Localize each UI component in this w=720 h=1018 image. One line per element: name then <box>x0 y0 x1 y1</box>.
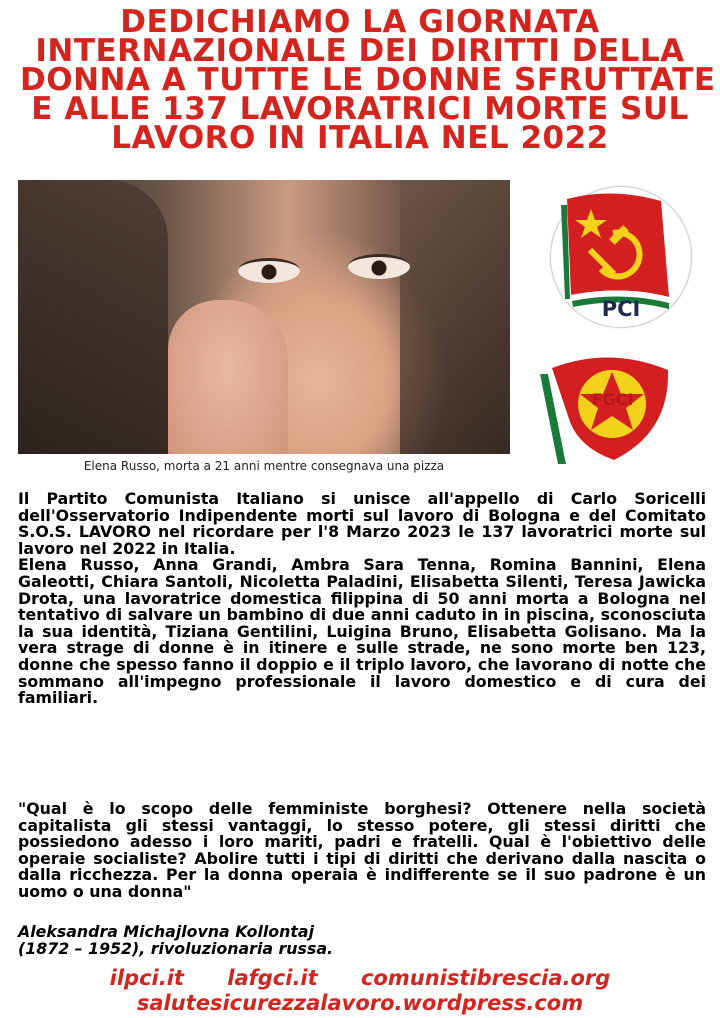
headline-line-3: DONNA A TUTTE LE DONNE SFRUTTATE <box>20 62 716 98</box>
photo-hand <box>168 300 288 454</box>
photo-hair-left <box>18 180 168 454</box>
headline <box>20 4 716 156</box>
pci-logo <box>550 186 692 328</box>
photo-eye-left <box>238 258 300 283</box>
article-paragraph-2: Elena Russo, Anna Grandi, Ambra Sara Tenna, Romina Bannini, Elena Galeotti, Chiara Santoli, Nicoletta Paladini, Elisabetta Silenti, Teresa Jawicka Drota, una lavoratrice domestica filippina di 50 anni morta a Bologna nel tentativo di salvare un bambino di due anni caduto in in piscina, sconosciuta la sua identità, Tiziana Gentilini, Luigina Bruno, Elisabetta Golisano. Ma la vera strage di donne è in itinere e sulle strade, ne sono morte ben 123, donne che spesso fanno il doppio e il triplo lavoro, che lavorano di notte che sommano all'impegno professionale il lavoro domestico e di cura dei familiari. <box>18 555 706 708</box>
quote-author-info: (1872 – 1952), rivoluzionaria russa. <box>18 938 334 958</box>
link-salutesicurezzalavoro[interactable]: salutesicurezzalavoro.wordpress.com <box>136 991 584 1015</box>
headline-line-5: LAVORO IN ITALIA NEL 2022 <box>111 120 609 156</box>
quote-text: "Qual è lo scopo delle femministe borghesi? Ottenere nella società capitalista gli stessi vantaggi, lo stesso potere, gli stessi diritti che possiedono adesso i loro mariti, padri e fratelli. Qual è l'obiettivo delle operaie socialiste? Abolire tutti i tipi di diritti che derivano dalla nascita o dalla ricchezza. Per la donna operaia è indifferente se il suo padrone è un uomo o una donna" <box>18 799 706 901</box>
victim-photo <box>18 180 510 454</box>
headline-line-1: DEDICHIAMO LA GIORNATA <box>120 4 600 40</box>
photo-caption: Elena Russo, morta a 21 anni mentre consegnava una pizza <box>83 459 445 473</box>
kollontaj-quote <box>18 801 706 901</box>
pci-logo-label: PCI <box>601 297 641 321</box>
fgci-logo <box>540 352 680 464</box>
fgci-logo-label: FGCI <box>591 390 634 409</box>
photo-hair-right <box>400 180 510 454</box>
website-links <box>0 966 720 1016</box>
link-lafgci[interactable]: lafgci.it <box>227 966 318 990</box>
quote-attribution <box>18 924 706 957</box>
article-paragraph-1: Il Partito Comunista Italiano si unisce all'appello di Carlo Soricelli dell'Osservatorio Indipendente morti sul lavoro di Bologna e del Comitato S.O.S. LAVORO nel ricordare per l'8 Marzo 2023 le 137 lavoratrici morte sul lavoro nel 2022 in Italia. <box>18 489 706 558</box>
article-body <box>18 491 706 707</box>
photo-eye-right <box>348 254 410 279</box>
quote-author: Aleksandra Michajlovna Kollontaj <box>18 922 314 941</box>
headline-line-2: INTERNAZIONALE DEI DIRITTI DELLA <box>35 33 685 69</box>
headline-line-4: E ALLE 137 LAVORATRICI MORTE SUL <box>31 91 689 127</box>
link-ilpci[interactable]: ilpci.it <box>109 966 184 990</box>
link-comunistibrescia[interactable]: comunistibrescia.org <box>360 966 611 990</box>
